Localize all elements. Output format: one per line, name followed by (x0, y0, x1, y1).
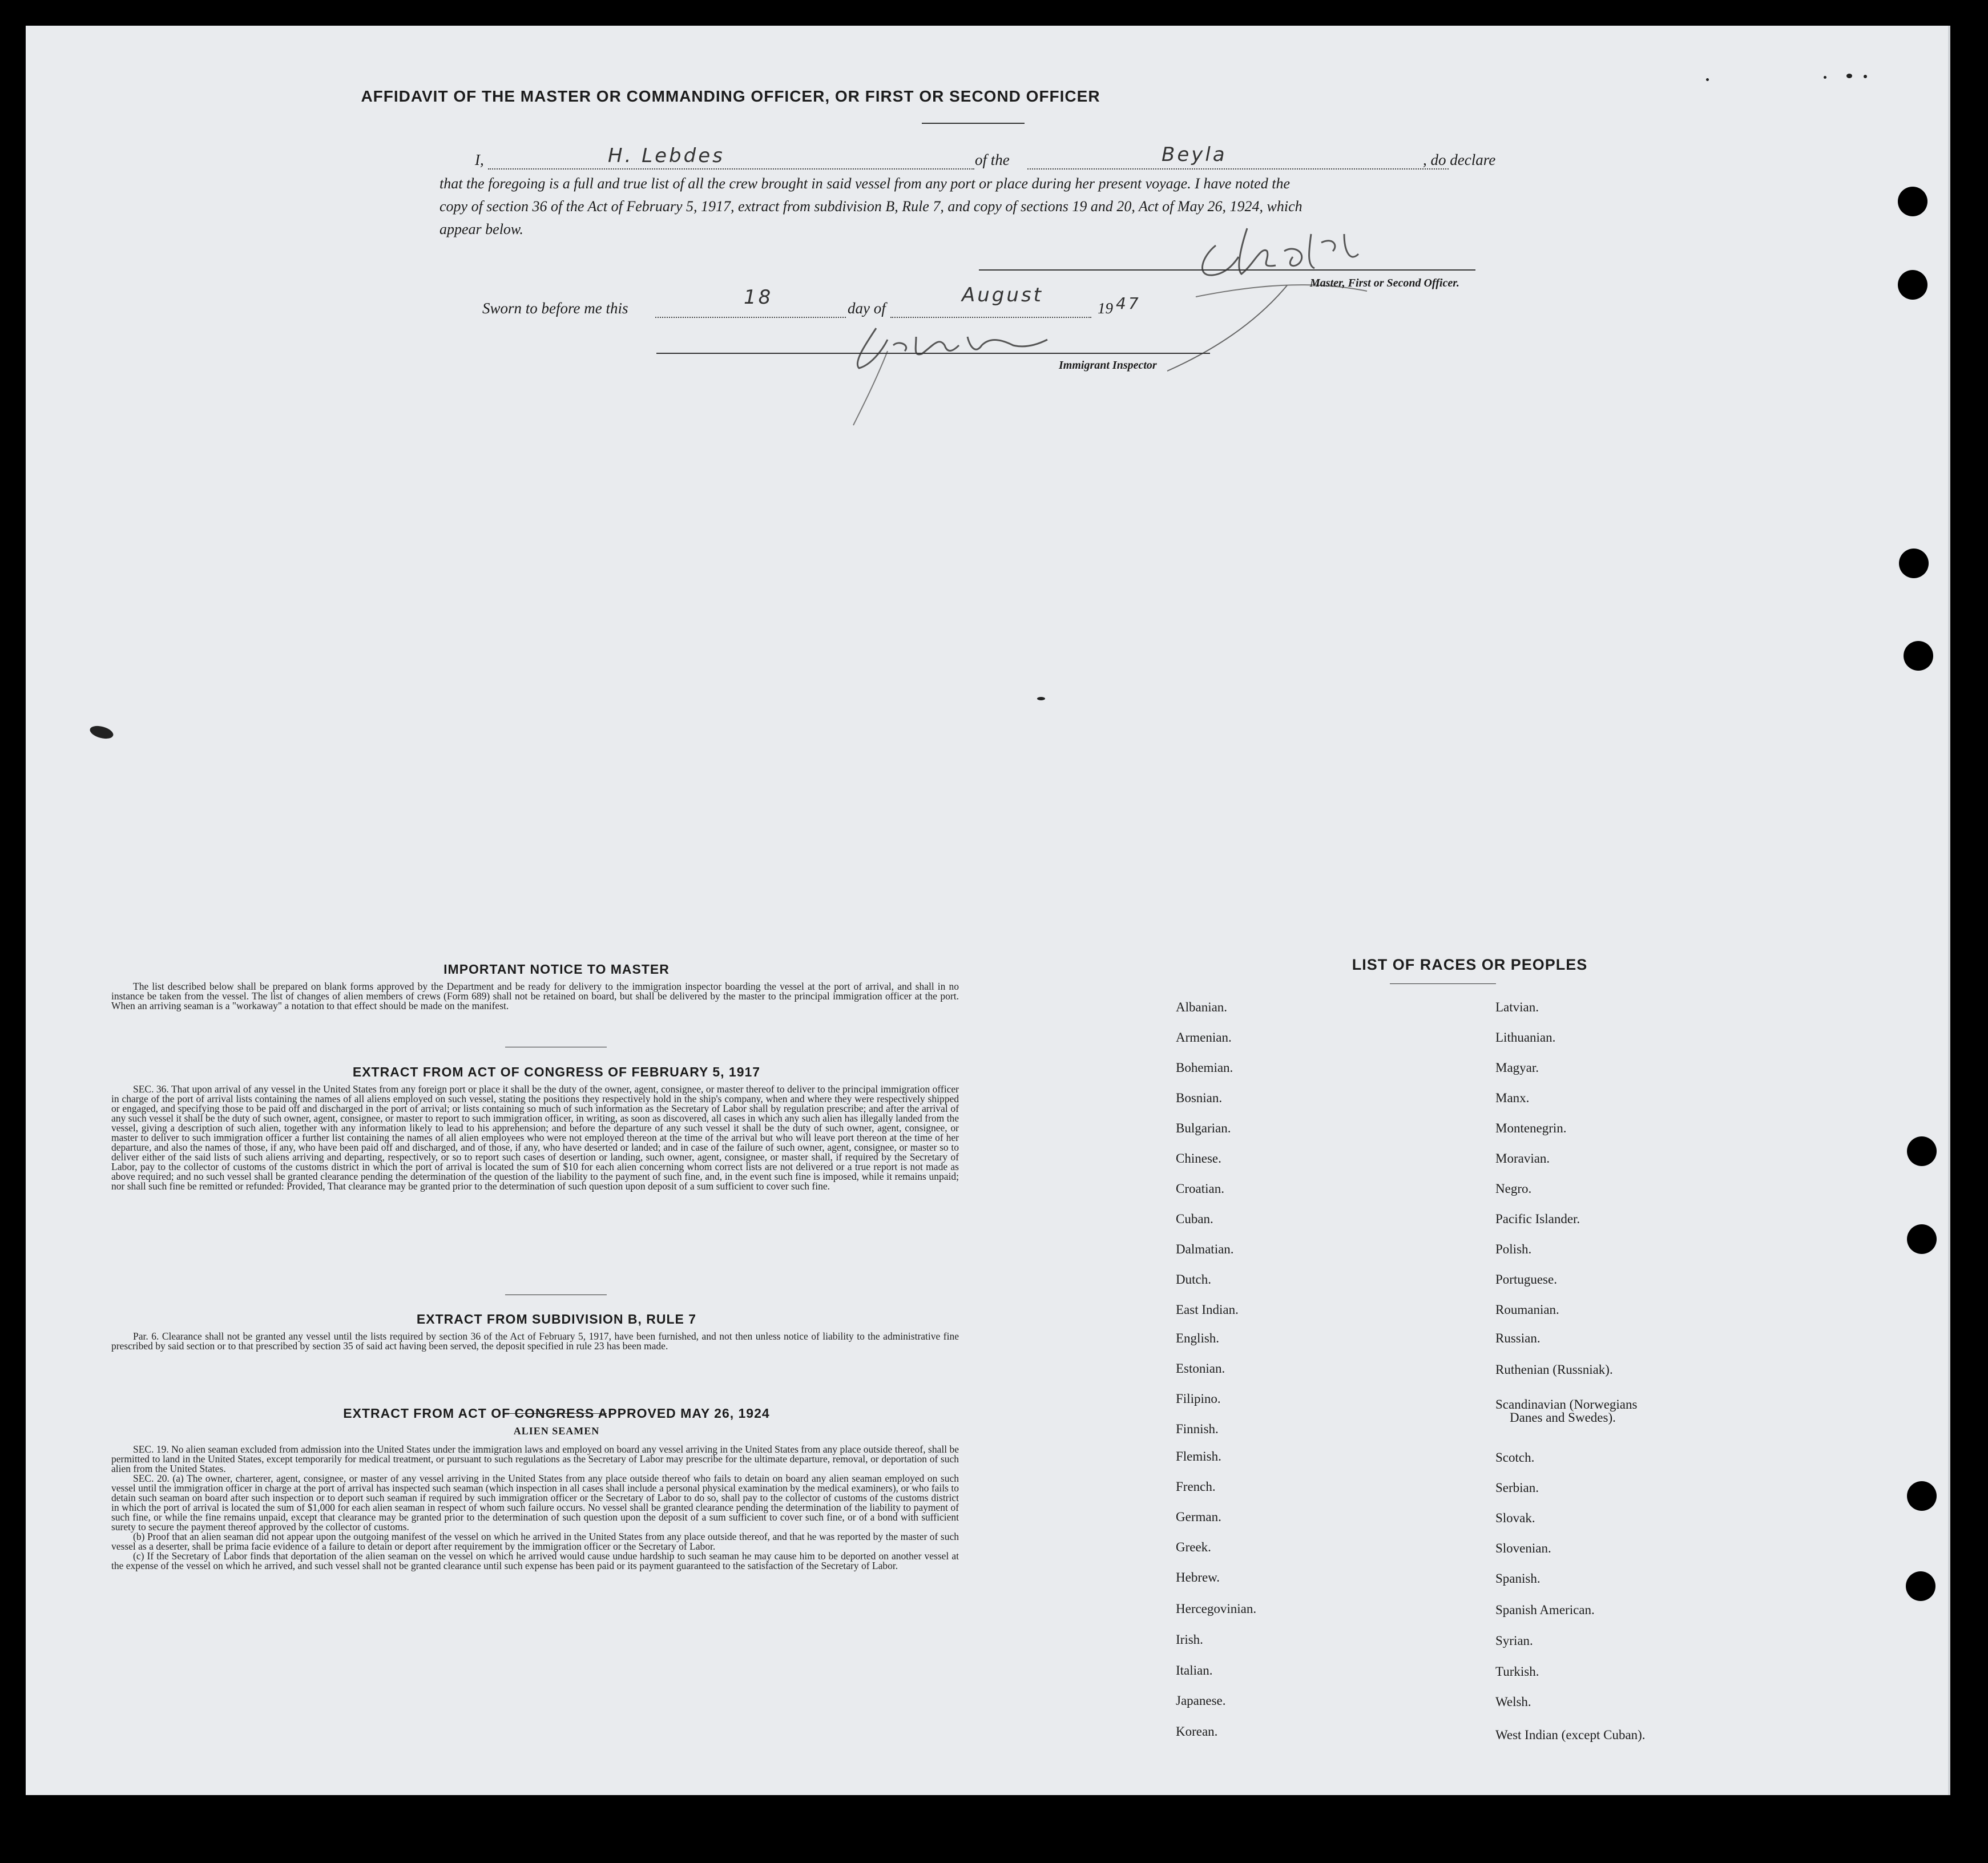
extract-1924-title: EXTRACT FROM ACT OF CONGRESS APPROVED MAY 26, 1924 (343, 1406, 770, 1421)
do-declare-label: , do declare (1423, 151, 1496, 168)
vessel-name-handwritten: Beyla (1162, 143, 1227, 166)
race-item: Roumanian. (1495, 1303, 1559, 1317)
day-of-label: day of (848, 300, 886, 317)
alien-seamen-subtitle: ALIEN SEAMEN (513, 1425, 600, 1437)
race-item: Croatian. (1176, 1181, 1224, 1196)
of-the-label: of the (975, 151, 1010, 168)
race-item: Scotch. (1495, 1450, 1535, 1465)
race-item: Estonian. (1176, 1361, 1225, 1376)
notice-paragraph: The list described below shall be prepared on blank forms approved by the Department and be ready for delivery to the immigration inspector boarding the vessel at the port of arrival, and shall in no instance be taken from the vessel. The list of changes of alien members of crews (Form 689) shall not be retained on board, but shall be delivered by the master to the principal immigration officer at the port. When an arriving seaman is a "workaway" a notation to that effect should be made on the manifest. (111, 981, 959, 1011)
sworn-day-handwritten: 18 (744, 286, 773, 309)
race-item: Hercegovinian. (1176, 1602, 1257, 1616)
notice-title: IMPORTANT NOTICE TO MASTER (443, 962, 670, 977)
race-item: Dutch. (1176, 1272, 1211, 1287)
race-item: Spanish American. (1495, 1603, 1595, 1617)
race-item: Slovak. (1495, 1511, 1535, 1525)
sec-20c-paragraph: (c) If the Secretary of Labor finds that deportation of the alien seaman on the vessel on which he arrived would cause undue hardship to such seaman he may cause him to be deported on another vessel at the expense of the vessel on which he arrived, and such vessel shall not be granted clearance until such expense has been paid or its payment guaranteed to the satisfaction of the Secretary of Labor. (111, 1550, 959, 1571)
race-item: Armenian. (1176, 1030, 1232, 1045)
i-label: I, (475, 151, 484, 168)
officer-signature-line (979, 269, 1475, 271)
ink-speck (1864, 75, 1867, 78)
race-item: Latvian. (1495, 1000, 1539, 1014)
punch-hole (1899, 549, 1929, 578)
races-title-divider (1390, 983, 1496, 984)
race-item: Cuban. (1176, 1212, 1213, 1226)
declaration-line-2: copy of section 36 of the Act of February 5, 1917, extract from subdivision B, Rule 7, and copy of sections 19 and 20, Act of May 26, 1924, which (439, 198, 1303, 215)
race-item: Greek. (1176, 1540, 1211, 1554)
race-item: German. (1176, 1510, 1221, 1524)
title-divider (922, 123, 1025, 124)
race-item: Hebrew. (1176, 1570, 1220, 1584)
race-item: Dalmatian. (1176, 1242, 1234, 1256)
sworn-month-handwritten: August (962, 284, 1043, 307)
race-item: English. (1176, 1331, 1220, 1345)
race-item: Pacific Islander. (1495, 1212, 1580, 1226)
race-item: Magyar. (1495, 1060, 1539, 1075)
officer-signature-caption: Master, First or Second Officer. (1310, 277, 1459, 289)
officer-name-handwritten: H. Lebdes (608, 144, 725, 167)
race-item: Lithuanian. (1495, 1030, 1556, 1045)
punch-hole (1907, 1481, 1937, 1511)
punch-hole (1898, 187, 1927, 216)
race-item: Danes and Swedes). (1510, 1410, 1616, 1425)
ink-speck (1706, 78, 1709, 81)
name-line (488, 168, 974, 170)
race-item: Negro. (1495, 1181, 1532, 1196)
races-title: LIST OF RACES OR PEOPLES (1352, 956, 1588, 973)
year-prefix: 19 (1098, 300, 1113, 317)
race-item: Finnish. (1176, 1422, 1219, 1436)
race-item: Turkish. (1495, 1664, 1539, 1679)
race-item: Chinese. (1176, 1151, 1221, 1166)
punch-hole (1907, 1224, 1937, 1254)
race-item: Spanish. (1495, 1571, 1541, 1586)
extract-1924-text (111, 1445, 959, 1571)
year-suffix-handwritten: 47 (1116, 294, 1141, 313)
race-item: Albanian. (1176, 1000, 1228, 1014)
section-36-paragraph: SEC. 36. That upon arrival of any vessel in the United States from any foreign port or place it shall be the duty of the owner, agent, consignee, or master thereof to deliver to the principal immigration officer in charge of the port of arrival lists containing the names of all aliens employed on such vessel, stating the positions they respectively hold in the ship's company, when and where they were respectively shipped or engaged, and specifying those to be paid off and discharged in the port of arrival; or lists containing so much of such information as the Secretary of Labor shall by regulation prescribe; and after the arrival of any such vessel it shall be the duty of such owner, agent, consignee, or master to report to such immigration officer, in writing, as soon as discovered, all cases in which any such alien has illegally landed from the vessel, giving a description of such alien, together with any information likely to lead to his apprehension; and before the departure of any such vessel it shall be the duty of such owner, agent, consignee, or master to deliver to such immigration officer a further list containing the names of all alien employees who were not employed thereon at the time of the arrival but who will leave port thereon at the time of her departure, and also the names of those, if any, who have been paid off and discharged, and of those, if any, who have deserted or landed; and in case of the failure of such owner, agent, consignee, or master so to deliver either of the said lists of such aliens arriving and departing, respectively, or so to report such cases of desertion or landing, such owner, agent, consignee, or master shall, if required by the Secretary of Labor, pay to the collector of customs of the customs district in which the port of arrival is located the sum of $10 for each alien concerning whom correct lists are not delivered or a true report is not made as above required; and no such vessel shall be granted clearance pending the determination of the question of the liability to the payment of such fine, and, in the event such fine is imposed, while it remains unpaid; nor shall such fine be remitted or refunded: Provided, That clearance may be granted prior to the determination of such question upon deposit of a sum sufficient to cover such fine. (111, 1083, 959, 1192)
inspector-caption: Immigrant Inspector (1059, 359, 1157, 372)
ink-speck (1824, 76, 1826, 79)
vessel-line (1027, 168, 1449, 170)
extract-1917-text (111, 1084, 959, 1191)
sworn-day-line (655, 317, 846, 318)
punch-hole (1898, 270, 1927, 300)
inspector-signature-line (656, 353, 1210, 354)
ink-blot (88, 724, 115, 741)
race-item: Syrian. (1495, 1634, 1533, 1648)
par-6-paragraph: Par. 6. Clearance shall not be granted any vessel until the lists required by section 36 of the Act of February 5, 1917, have been furnished, and not then unless notice of liability to the administrative fine prescribed by said section or to that prescribed by section 35 of said act having been served, the deposit specified in rule 23 has been made. (111, 1330, 959, 1352)
extract-1917-title: EXTRACT FROM ACT OF CONGRESS OF FEBRUARY 5, 1917 (352, 1064, 761, 1079)
race-item: Flemish. (1176, 1449, 1221, 1463)
punch-hole (1904, 641, 1933, 671)
race-item: Italian. (1176, 1663, 1213, 1677)
race-item: Russian. (1495, 1331, 1541, 1345)
punch-hole (1907, 1136, 1937, 1166)
declaration-line-3: appear below. (439, 221, 523, 237)
race-item: Serbian. (1495, 1481, 1539, 1495)
sec-20a-paragraph: SEC. 20. (a) The owner, charterer, agent, consignee, or master of any vessel arriving in the United States from any place outside thereof who fails to detain on board any alien seaman employed on such vessel until the immigration officer in charge at the port of arrival has inspected such seaman (which inspection in all cases shall include a personal physical examination by the medical examiners), or who fails to detain such seaman on board after such inspection or to deport such seaman if required by such immigration officer or the Secretary of Labor to do so, shall pay to the collector of customs of the customs district in which the port of arrival is located the sum of $1,000 for each alien seaman in respect of whom such failure occurs. No vessel shall be granted clearance pending the determination of the liability to payment of such fine, or while the fine remains unpaid, except that clearance may be granted prior to the determination of such question upon the deposit of a sum sufficient to cover such fine, or of a bond with sufficient surety to secure the payment thereof approved by the collector of customs. (111, 1473, 959, 1533)
extract-rule7-text (111, 1332, 959, 1351)
race-item: Bosnian. (1176, 1091, 1223, 1105)
sworn-label: Sworn to before me this (482, 300, 628, 317)
extract-rule7-title: EXTRACT FROM SUBDIVISION B, RULE 7 (416, 1312, 697, 1326)
ink-speck (1846, 74, 1852, 78)
punch-hole (1906, 1571, 1935, 1601)
race-item: West Indian (except Cuban). (1495, 1728, 1646, 1742)
officer-signature (1162, 211, 1401, 377)
ink-speck (1037, 697, 1045, 700)
race-item: Manx. (1495, 1091, 1530, 1105)
race-item: East Indian. (1176, 1303, 1239, 1317)
affidavit-title: AFFIDAVIT OF THE MASTER OR COMMANDING OFFICER, OR FIRST OR SECOND OFFICER (361, 87, 1100, 105)
declaration-line-1: that the foregoing is a full and true list of all the crew brought in said vessel from any port or place during her present voyage. I have noted the (439, 175, 1290, 192)
race-item: Japanese. (1176, 1693, 1226, 1708)
race-item: Bohemian. (1176, 1060, 1233, 1075)
document-page (26, 26, 1950, 1795)
notice-text (111, 982, 959, 1011)
race-item: Ruthenian (Russniak). (1495, 1362, 1613, 1377)
race-item: French. (1176, 1479, 1216, 1494)
race-item: Filipino. (1176, 1392, 1221, 1406)
race-item: Polish. (1495, 1242, 1532, 1256)
race-item: Moravian. (1495, 1151, 1550, 1166)
sec-19-paragraph: SEC. 19. No alien seaman excluded from admission into the United States under the immigration laws and employed on board any vessel arriving in the United States from any place outside thereof, shall be permitted to land in the United States, except temporarily for medical treatment, or pursuant to such regulations as the Secretary of Labor may prescribe for the ultimate departure, removal, or deportation of such alien from the United States. (111, 1443, 959, 1474)
race-item: Scandinavian (Norwegians (1495, 1397, 1638, 1412)
race-item: Portuguese. (1495, 1272, 1557, 1287)
race-item: Slovenian. (1495, 1541, 1551, 1555)
race-item: Irish. (1176, 1632, 1203, 1647)
race-item: Korean. (1176, 1724, 1218, 1739)
race-item: Welsh. (1495, 1695, 1531, 1709)
race-item: Bulgarian. (1176, 1121, 1231, 1135)
sec-20b-paragraph: (b) Proof that an alien seaman did not appear upon the outgoing manifest of the vessel on which he arrived in the United States from any place outside thereof, and that he was reported by the master of such vessel as a deserter, shall be prima facie evidence of a failure to detain or deport after requirement by the immigration officer or the Secretary of Labor. (111, 1531, 959, 1552)
race-item: Montenegrin. (1495, 1121, 1567, 1135)
